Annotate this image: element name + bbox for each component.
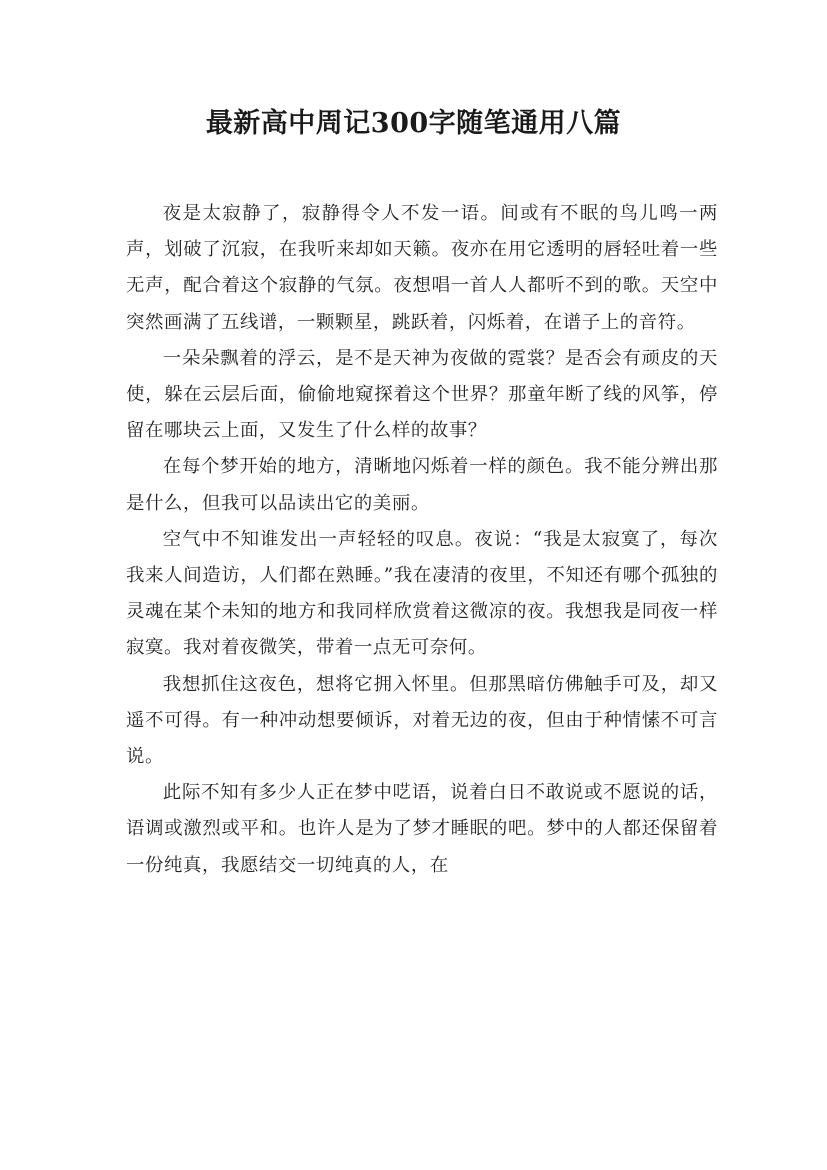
- document-title: 最新高中周记300字随笔通用八篇: [205, 108, 622, 139]
- paragraph-6: 此际不知有多少人正在梦中呓语，说着白日不敢说或不愿说的话，语调或激烈或平和。也许人是为了梦才睡眠的吧。梦中的人都还保留着一份纯真，我愿结交一切纯真的人，在: [126, 782, 718, 876]
- paragraph-3: 在每个梦开始的地方，清晰地闪烁着一样的颜色。我不能分辨出那是什么，但我可以品读出它的美丽。: [126, 456, 718, 514]
- paragraph-1: 夜是太寂静了，寂静得令人不发一语。间或有不眠的鸟儿鸣一两声，划破了沉寂，在我听来却如天籁。夜亦在用它透明的唇轻吐着一些无声，配合着这个寂静的气氛。夜想唱一首人人都听不到的歌。天空中突然画满了五线谱，一颗颗星，跳跃着，闪烁着，在谱子上的音符。: [126, 203, 718, 333]
- paragraph-2: 一朵朵飘着的浮云，是不是天神为夜做的霓裳？是否会有顽皮的天使，躲在云层后面，偷偷地窥探着这个世界？那童年断了线的风筝，停留在哪块云上面，又发生了什么样的故事？: [126, 347, 718, 442]
- document-body: [126, 196, 718, 884]
- paragraph-4: 空气中不知谁发出一声轻轻的叹息。夜说：“我是太寂寞了，每次我来人间造访，人们都在熟睡。”我在凄清的夜里，不知还有哪个孤独的灵魂在某个未知的地方和我同样欣赏着这微凉的夜。我想我是同夜一样寂寞。我对着夜微笑，带着一点无可奈何。: [126, 528, 718, 659]
- paragraph-5: 我想抓住这夜色，想将它拥入怀里。但那黑暗仿佛触手可及，却又遥不可得。有一种冲动想要倾诉，对着无边的夜，但由于种情愫不可言说。: [126, 673, 718, 768]
